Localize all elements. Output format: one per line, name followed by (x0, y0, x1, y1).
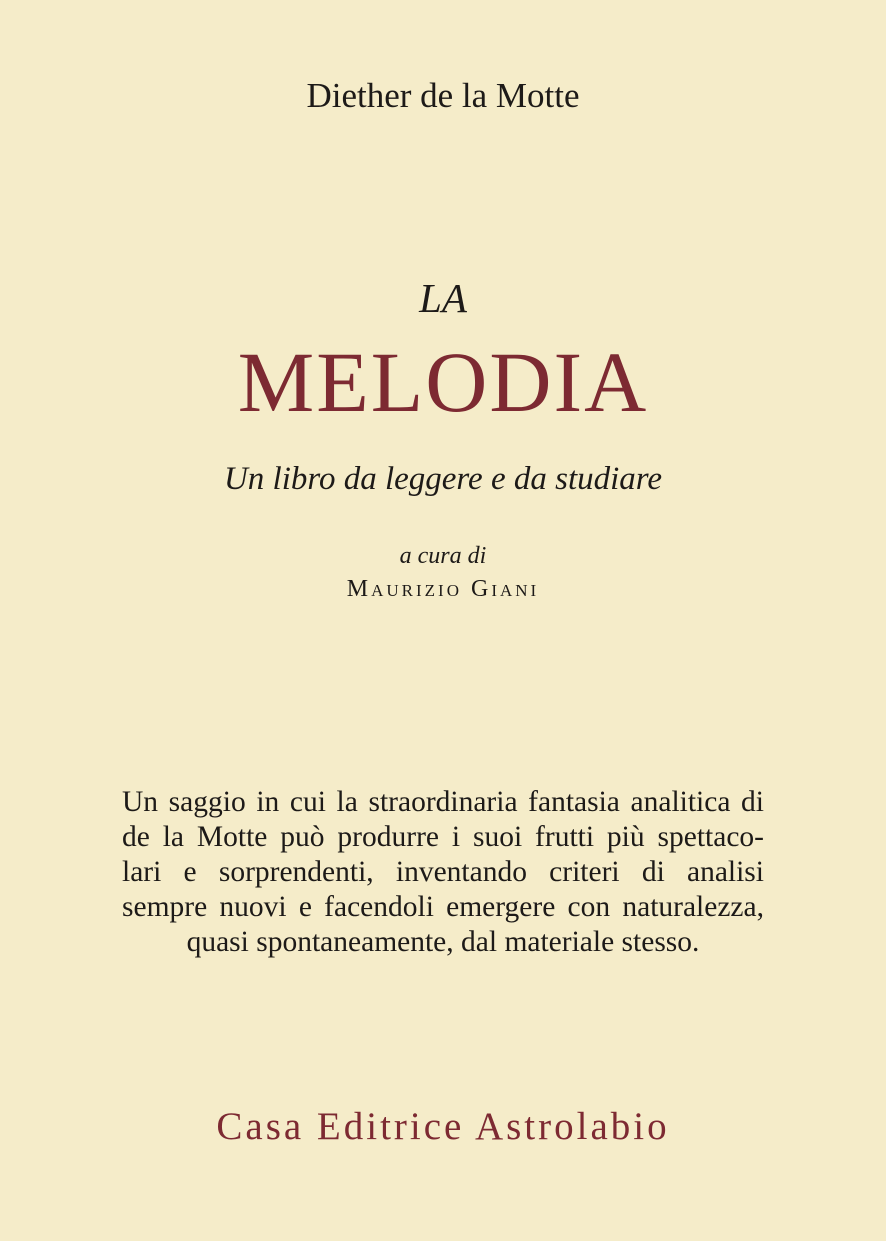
blurb-line: lari e sorprendenti, inventando criteri di analisi (122, 856, 764, 888)
blurb-line: Un saggio in cui la straordinaria fantasia analitica di (122, 786, 764, 818)
book-subtitle: Un libro da leggere e da studiare (223, 461, 663, 497)
title-article: LA (419, 275, 467, 321)
blurb-line: sempre nuovi e facendoli emergere con naturalezza, (122, 891, 764, 923)
blurb-paragraph (122, 785, 764, 960)
blurb-line: de la Motte può produrre i suoi frutti più spettaco- (122, 821, 764, 853)
publisher-name: Casa Editrice Astrolabio (216, 1105, 670, 1148)
blurb-line: quasi spontaneamente, dal materiale stesso. (186, 926, 700, 958)
editor-label: a cura di (399, 543, 487, 569)
author-name: Diether de la Motte (306, 76, 580, 115)
editor-name: Maurizio Giani (346, 576, 540, 602)
book-title: MELODIA (237, 334, 649, 430)
